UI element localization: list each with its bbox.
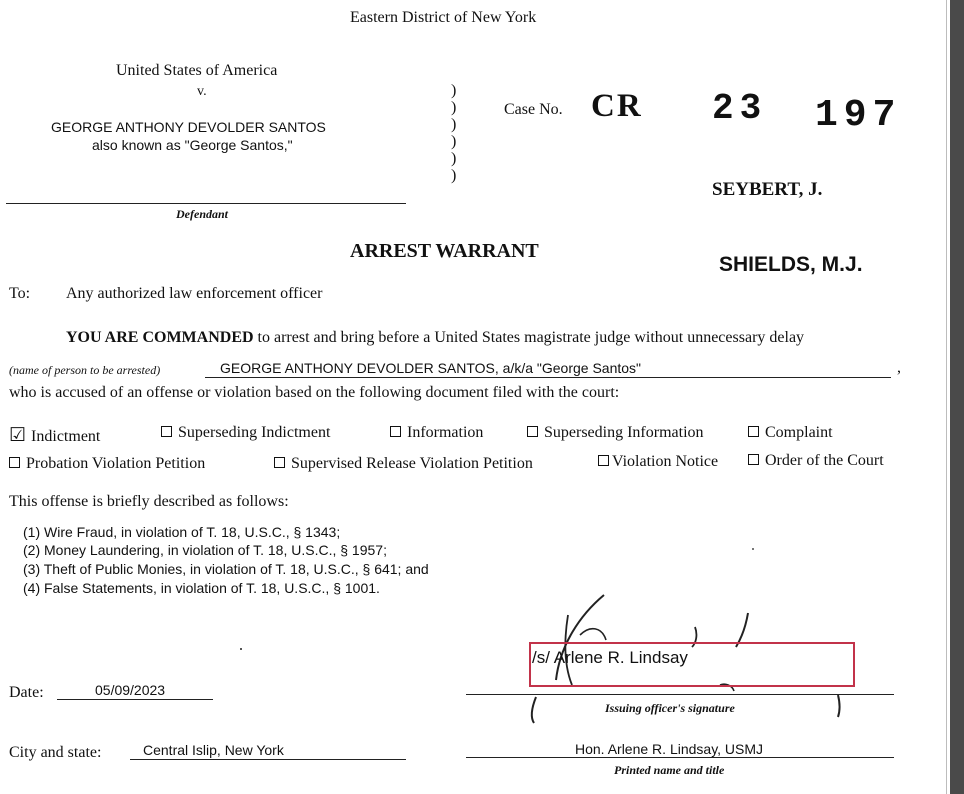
offense-item: (3) Theft of Public Monies, in violation of T. 18, U.S.C., § 641; and — [23, 561, 429, 577]
doc-option-label: Complaint — [765, 424, 833, 441]
viewer-scrollbar[interactable] — [950, 0, 964, 794]
electronic-signature: /s/ Arlene R. Lindsay — [532, 648, 688, 667]
doc-option-label: Superseding Indictment — [178, 424, 331, 441]
doc-option-label: Information — [407, 424, 484, 441]
caption-paren: ) — [451, 167, 457, 184]
defendant-name: GEORGE ANTHONY DEVOLDER SANTOS — [51, 119, 326, 135]
date-line — [57, 699, 213, 700]
city-label: City and state: — [9, 744, 102, 761]
city-value: Central Islip, New York — [143, 742, 284, 758]
doc-option-label: Violation Notice — [612, 453, 719, 470]
issuing-signature-line — [466, 694, 894, 695]
person-trailing-comma: , — [897, 359, 901, 376]
checkbox-icon — [748, 454, 759, 465]
checked-box-icon: ☑ — [9, 425, 27, 446]
checkbox-icon — [598, 455, 609, 466]
warrant-title: ARREST WARRANT — [350, 240, 539, 262]
defendant-label: Defendant — [176, 207, 228, 221]
scan-speck — [240, 648, 242, 650]
checkbox-icon — [748, 426, 759, 437]
doc-option-label: Superseding Information — [544, 424, 704, 441]
court-district: Eastern District of New York — [350, 9, 537, 26]
scan-speck — [752, 548, 754, 550]
person-line — [205, 377, 891, 378]
date-label: Date: — [9, 684, 44, 701]
doc-option-information[interactable] — [390, 424, 483, 442]
to-recipient: Any authorized law enforcement officer — [66, 285, 323, 302]
command-bold: YOU ARE COMMANDED — [66, 329, 254, 346]
viewer-edge-line — [946, 0, 947, 794]
command-rest: to arrest and bring before a United States magistrate judge without unnecessary delay — [257, 329, 805, 346]
to-label: To: — [9, 285, 31, 302]
person-name: GEORGE ANTHONY DEVOLDER SANTOS, a/k/a "George Santos" — [220, 360, 642, 376]
doc-option-order-of-court[interactable] — [748, 452, 884, 470]
doc-option-indictment[interactable] — [9, 424, 100, 447]
command-text — [66, 329, 804, 347]
person-label: (name of person to be arrested) — [9, 363, 161, 377]
doc-option-label: Probation Violation Petition — [26, 455, 206, 472]
caption-paren: ) — [451, 99, 457, 116]
caption-paren: ) — [451, 133, 457, 150]
offense-item: (4) False Statements, in violation of T. 18, U.S.C., § 1001. — [23, 580, 380, 596]
doc-option-violation-notice[interactable] — [598, 453, 718, 471]
printed-name-line — [466, 757, 894, 758]
checkbox-icon — [390, 426, 401, 437]
doc-option-label: Order of the Court — [765, 452, 884, 469]
magistrate-judge: SHIELDS, M.J. — [719, 253, 863, 276]
doc-option-label: Supervised Release Violation Petition — [291, 455, 533, 472]
checkbox-icon — [274, 457, 285, 468]
doc-option-label: Indictment — [31, 428, 101, 445]
doc-option-probation-violation[interactable] — [9, 455, 205, 473]
checkbox-icon — [9, 457, 20, 468]
date-value: 05/09/2023 — [95, 682, 166, 698]
offense-item: (1) Wire Fraud, in violation of T. 18, U.S.C., § 1343; — [23, 524, 341, 540]
issuing-officer-label: Issuing officer's signature — [605, 701, 735, 715]
case-number-sequence: 197 — [815, 94, 902, 137]
accused-text: who is accused of an offense or violation based on the following document filed with the court: — [9, 384, 620, 401]
case-number-label: Case No. — [504, 101, 563, 118]
caption-paren: ) — [451, 82, 457, 99]
offense-item: (2) Money Laundering, in violation of T. 18, U.S.C., § 1957; — [23, 542, 387, 558]
doc-option-superseding-information[interactable] — [527, 424, 704, 442]
case-number-year: 23 — [712, 88, 768, 129]
doc-option-supervised-release[interactable] — [274, 455, 533, 473]
printed-name-label: Printed name and title — [614, 763, 725, 777]
checkbox-icon — [161, 426, 172, 437]
printed-name: Hon. Arlene R. Lindsay, USMJ — [575, 741, 764, 757]
doc-option-complaint[interactable] — [748, 424, 833, 442]
case-number-prefix: CR — [591, 88, 643, 124]
offense-intro: This offense is briefly described as follows: — [9, 493, 289, 510]
defendant-aka: also known as "George Santos," — [92, 137, 293, 153]
caption-paren: ) — [451, 150, 457, 167]
versus-label: v. — [197, 84, 207, 99]
doc-option-superseding-indictment[interactable] — [161, 424, 330, 442]
city-line — [130, 759, 406, 760]
defendant-line — [6, 203, 406, 204]
checkbox-icon — [527, 426, 538, 437]
plaintiff-name: United States of America — [116, 62, 278, 79]
caption-paren: ) — [451, 116, 457, 133]
district-judge: SEYBERT, J. — [712, 179, 823, 200]
